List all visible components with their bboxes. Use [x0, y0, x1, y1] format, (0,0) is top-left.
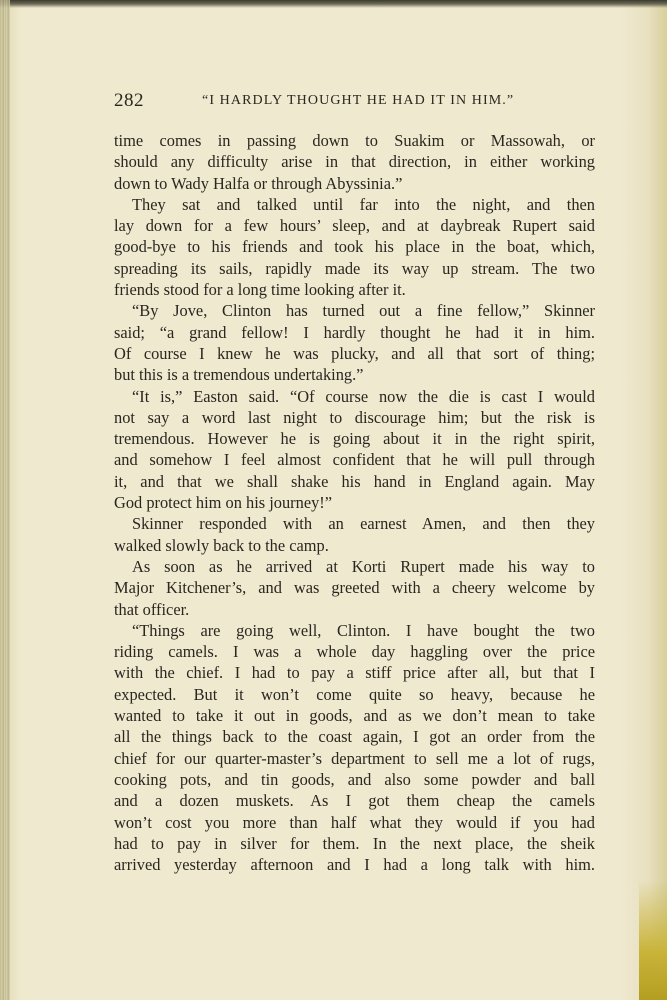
body-text: [114, 130, 595, 875]
text-line: arrived yesterday afternoon and I had a long talk with him.: [114, 855, 595, 875]
text-line: As soon as he arrived at Korti Rupert made his way to: [132, 556, 595, 576]
text-line: all the things back to the coast again, I got an order from the: [114, 727, 595, 747]
text-line: should any difficulty arise in that direction, in either working: [114, 152, 595, 172]
page-number: 282: [114, 90, 144, 111]
page-edge-stain: [639, 880, 667, 1000]
text-line: cooking pots, and tin goods, and also some powder and ball: [114, 769, 595, 789]
text-line: it, and that we shall shake his hand in England again. May: [114, 471, 595, 491]
text-line: Skinner responded with an earnest Amen, and then they: [132, 514, 595, 534]
page-header: [114, 90, 594, 116]
text-line: not say a word last night to discourage him; but the risk is: [114, 407, 595, 427]
text-line: “By Jove, Clinton has turned out a fine fellow,” Skinner: [132, 301, 595, 321]
text-line: lay down for a few hours’ sleep, and at daybreak Rupert said: [114, 216, 595, 236]
text-line: chief for our quarter-master’s department to sell me a lot of rugs,: [114, 748, 595, 768]
text-line: good-bye to his friends and took his place in the boat, which,: [114, 237, 595, 257]
text-line: Of course I knew he was plucky, and all that sort of thing;: [114, 343, 595, 363]
text-line: Major Kitchener’s, and was greeted with a cheery welcome by: [114, 578, 595, 598]
text-line: but this is a tremendous undertaking.”: [114, 365, 364, 385]
text-line: down to Wady Halfa or through Abyssinia.”: [114, 173, 403, 193]
text-line: said; “a grand fellow! I hardly thought he had it in him.: [114, 322, 595, 342]
text-line: with the chief. I had to pay a stiff price after all, but that I: [114, 663, 595, 683]
page-gutter-edge: [0, 0, 10, 1000]
text-line: “It is,” Easton said. “Of course now the die is cast I would: [132, 386, 595, 406]
text-line: and somehow I feel almost confident that he will pull through: [114, 450, 595, 470]
text-line: tremendous. However he is going about it in the right spirit,: [114, 429, 595, 449]
text-line: “Things are going well, Clinton. I have bought the two: [132, 620, 595, 640]
text-line: that officer.: [114, 599, 190, 619]
text-line: God protect him on his journey!”: [114, 493, 333, 513]
text-line: riding camels. I was a whole day haggling over the price: [114, 642, 595, 662]
text-line: and a dozen muskets. As I got them cheap the camels: [114, 791, 595, 811]
text-line: time comes in passing down to Suakim or Massowah, or: [114, 131, 595, 150]
text-line: spreading its sails, rapidly made its way up stream. The two: [114, 258, 595, 278]
text-line: wanted to take it out in goods, and as we don’t mean to take: [114, 706, 595, 726]
text-line: won’t cost you more than half what they would if you had: [114, 812, 595, 832]
text-line: walked slowly back to the camp.: [114, 535, 329, 555]
text-line: expected. But it won’t come quite so heavy, because he: [114, 684, 595, 704]
text-line: had to pay in silver for them. In the next place, the sheik: [114, 833, 595, 853]
text-line: friends stood for a long time looking after it.: [114, 280, 406, 300]
page-top-shadow: [0, 0, 667, 8]
running-head: “I HARDLY THOUGHT HE HAD IT IN HIM.”: [202, 93, 515, 108]
text-line: They sat and talked until far into the night, and then: [132, 194, 595, 214]
